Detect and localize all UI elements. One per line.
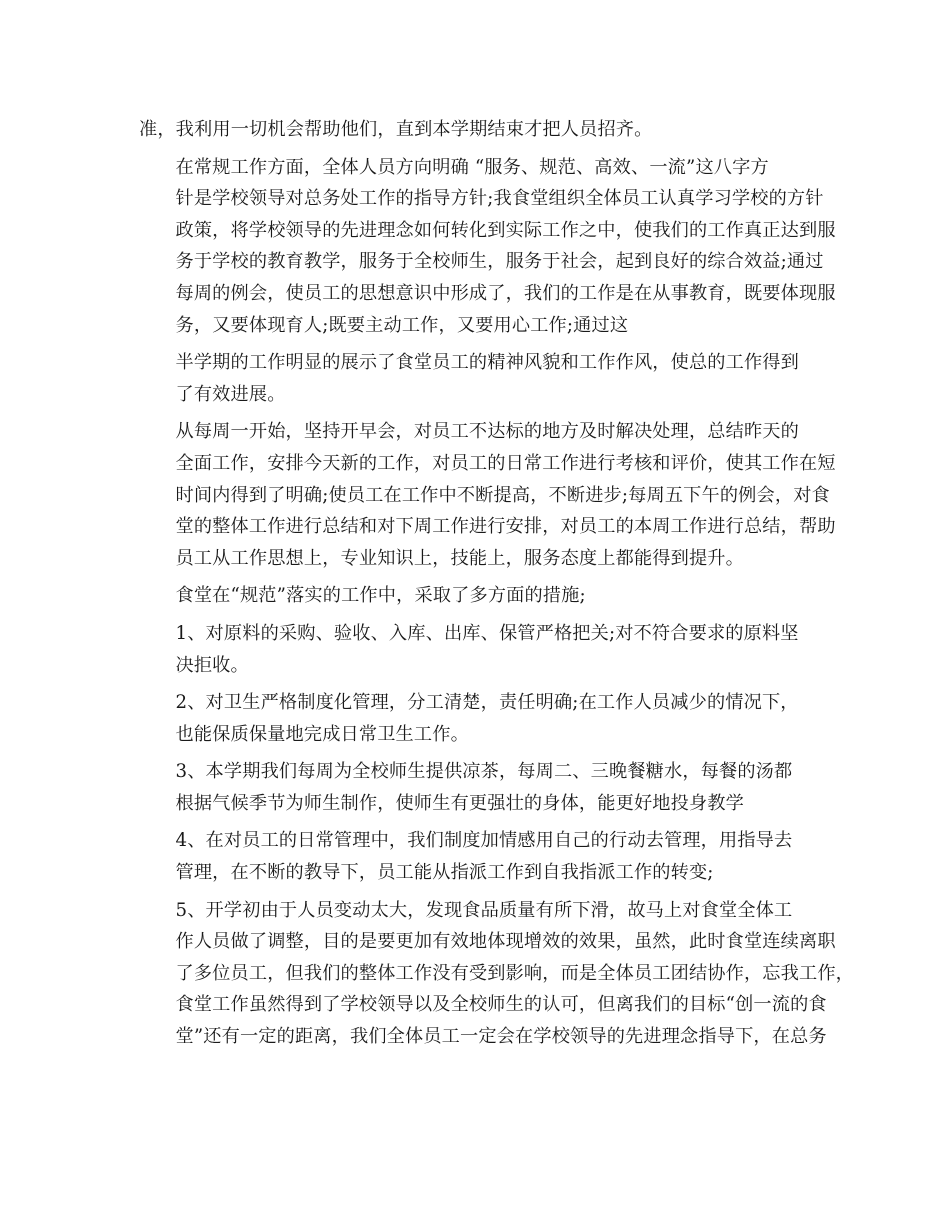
text-line: 务于学校的教育教学，服务于全校师生，服务于社会，起到良好的综合效益;通过 — [175, 251, 824, 273]
document-body — [139, 114, 854, 1053]
paragraph-8 — [139, 756, 824, 819]
paragraph-5 — [139, 580, 824, 612]
text-line: 食堂工作虽然得到了学校领导以及全校师生的认可，但离我们的目标“创一流的食 — [175, 994, 827, 1016]
text-line: 从每周一开始，坚持开早会，对员工不达标的地方及时解决处理，总结昨天的 — [175, 421, 799, 443]
paragraph-9 — [139, 825, 824, 888]
text-line: 3、本学期我们每周为全校师生提供凉茶，每周二、三晚餐糖水，每餐的汤都 — [175, 761, 793, 783]
text-line: 2、对卫生严格制度化管理，分工清楚，责任明确;在工作人员减少的情况下， — [175, 692, 799, 714]
text-line: 了多位员工，但我们的整体工作没有受到影响，而是全体员工团结协作，忘我工作， — [175, 962, 854, 984]
paragraph-2 — [139, 152, 836, 342]
text-line: 4、在对员工的日常管理中，我们制度加情感用自己的行动去管理，用指导去 — [175, 830, 793, 852]
text-line: 了有效进展。 — [175, 383, 286, 405]
text-line: 管理，在不断的教导下，员工能从指派工作到自我指派工作的转变; — [175, 862, 714, 884]
paragraph-6 — [139, 618, 824, 681]
text-line: 根据气候季节为师生制作，使师生有更强壮的身体，能更好地投身教学 — [175, 792, 744, 814]
text-line: 全面工作，安排今天新的工作，对员工的日常工作进行考核和评价，使其工作在短 — [175, 452, 836, 474]
text-line: 作人员做了调整，目的是要更加有效地体现增效的效果，虽然，此时食堂连续离职 — [175, 931, 836, 953]
text-line: 5、开学初由于人员变动太大，发现食品质量有所下滑，故马上对食堂全体工 — [175, 899, 793, 921]
paragraph-7 — [139, 687, 824, 750]
text-line: 堂的整体工作进行总结和对下周工作进行安排，对员工的本周工作进行总结，帮助 — [175, 516, 836, 538]
text-line: 食堂在“规范”落实的工作中，采取了多方面的措施; — [175, 585, 586, 607]
text-line: 堂”还有一定的距离，我们全体员工一定会在学校领导的先进理念指导下，在总务 — [175, 1026, 827, 1048]
text-line: 时间内得到了明确;使员工在工作中不断提高，不断进步;每周五下午的例会，对食 — [175, 484, 830, 506]
text-line: 每周的例会，使员工的思想意识中形成了，我们的工作是在从事教育，既要体现服 — [175, 282, 836, 304]
text-line: 针是学校领导对总务处工作的指导方针;我食堂组织全体员工认真学习学校的方针 — [175, 188, 824, 210]
text-line: 在常规工作方面，全体人员方向明确 “服务、规范、高效、一流”这八字方 — [175, 156, 769, 178]
text-line: 准，我利用一切机会帮助他们，直到本学期结束才把人员招齐。 — [139, 119, 653, 140]
paragraph-1 — [139, 114, 824, 146]
text-line: 半学期的工作明显的展示了食堂员工的精神风貌和工作作风，使总的工作得到 — [175, 352, 799, 374]
paragraph-4 — [139, 416, 836, 574]
paragraph-3 — [139, 347, 824, 410]
text-line: 员工从工作思想上，专业知识上，技能上，服务态度上都能得到提升。 — [175, 547, 744, 569]
text-line: 务，又要体现育人;既要主动工作，又要用心工作;通过这 — [175, 314, 629, 336]
paragraph-10 — [139, 895, 854, 1053]
text-line: 决拒收。 — [175, 654, 249, 676]
text-line: 1、对原料的采购、验收、入库、出库、保管严格把关;对不符合要求的原料坚 — [175, 622, 799, 644]
text-line: 也能保质保量地完成日常卫生工作。 — [175, 723, 469, 745]
text-line: 政策，将学校领导的先进理念如何转化到实际工作之中，使我们的工作真正达到服 — [175, 219, 836, 241]
